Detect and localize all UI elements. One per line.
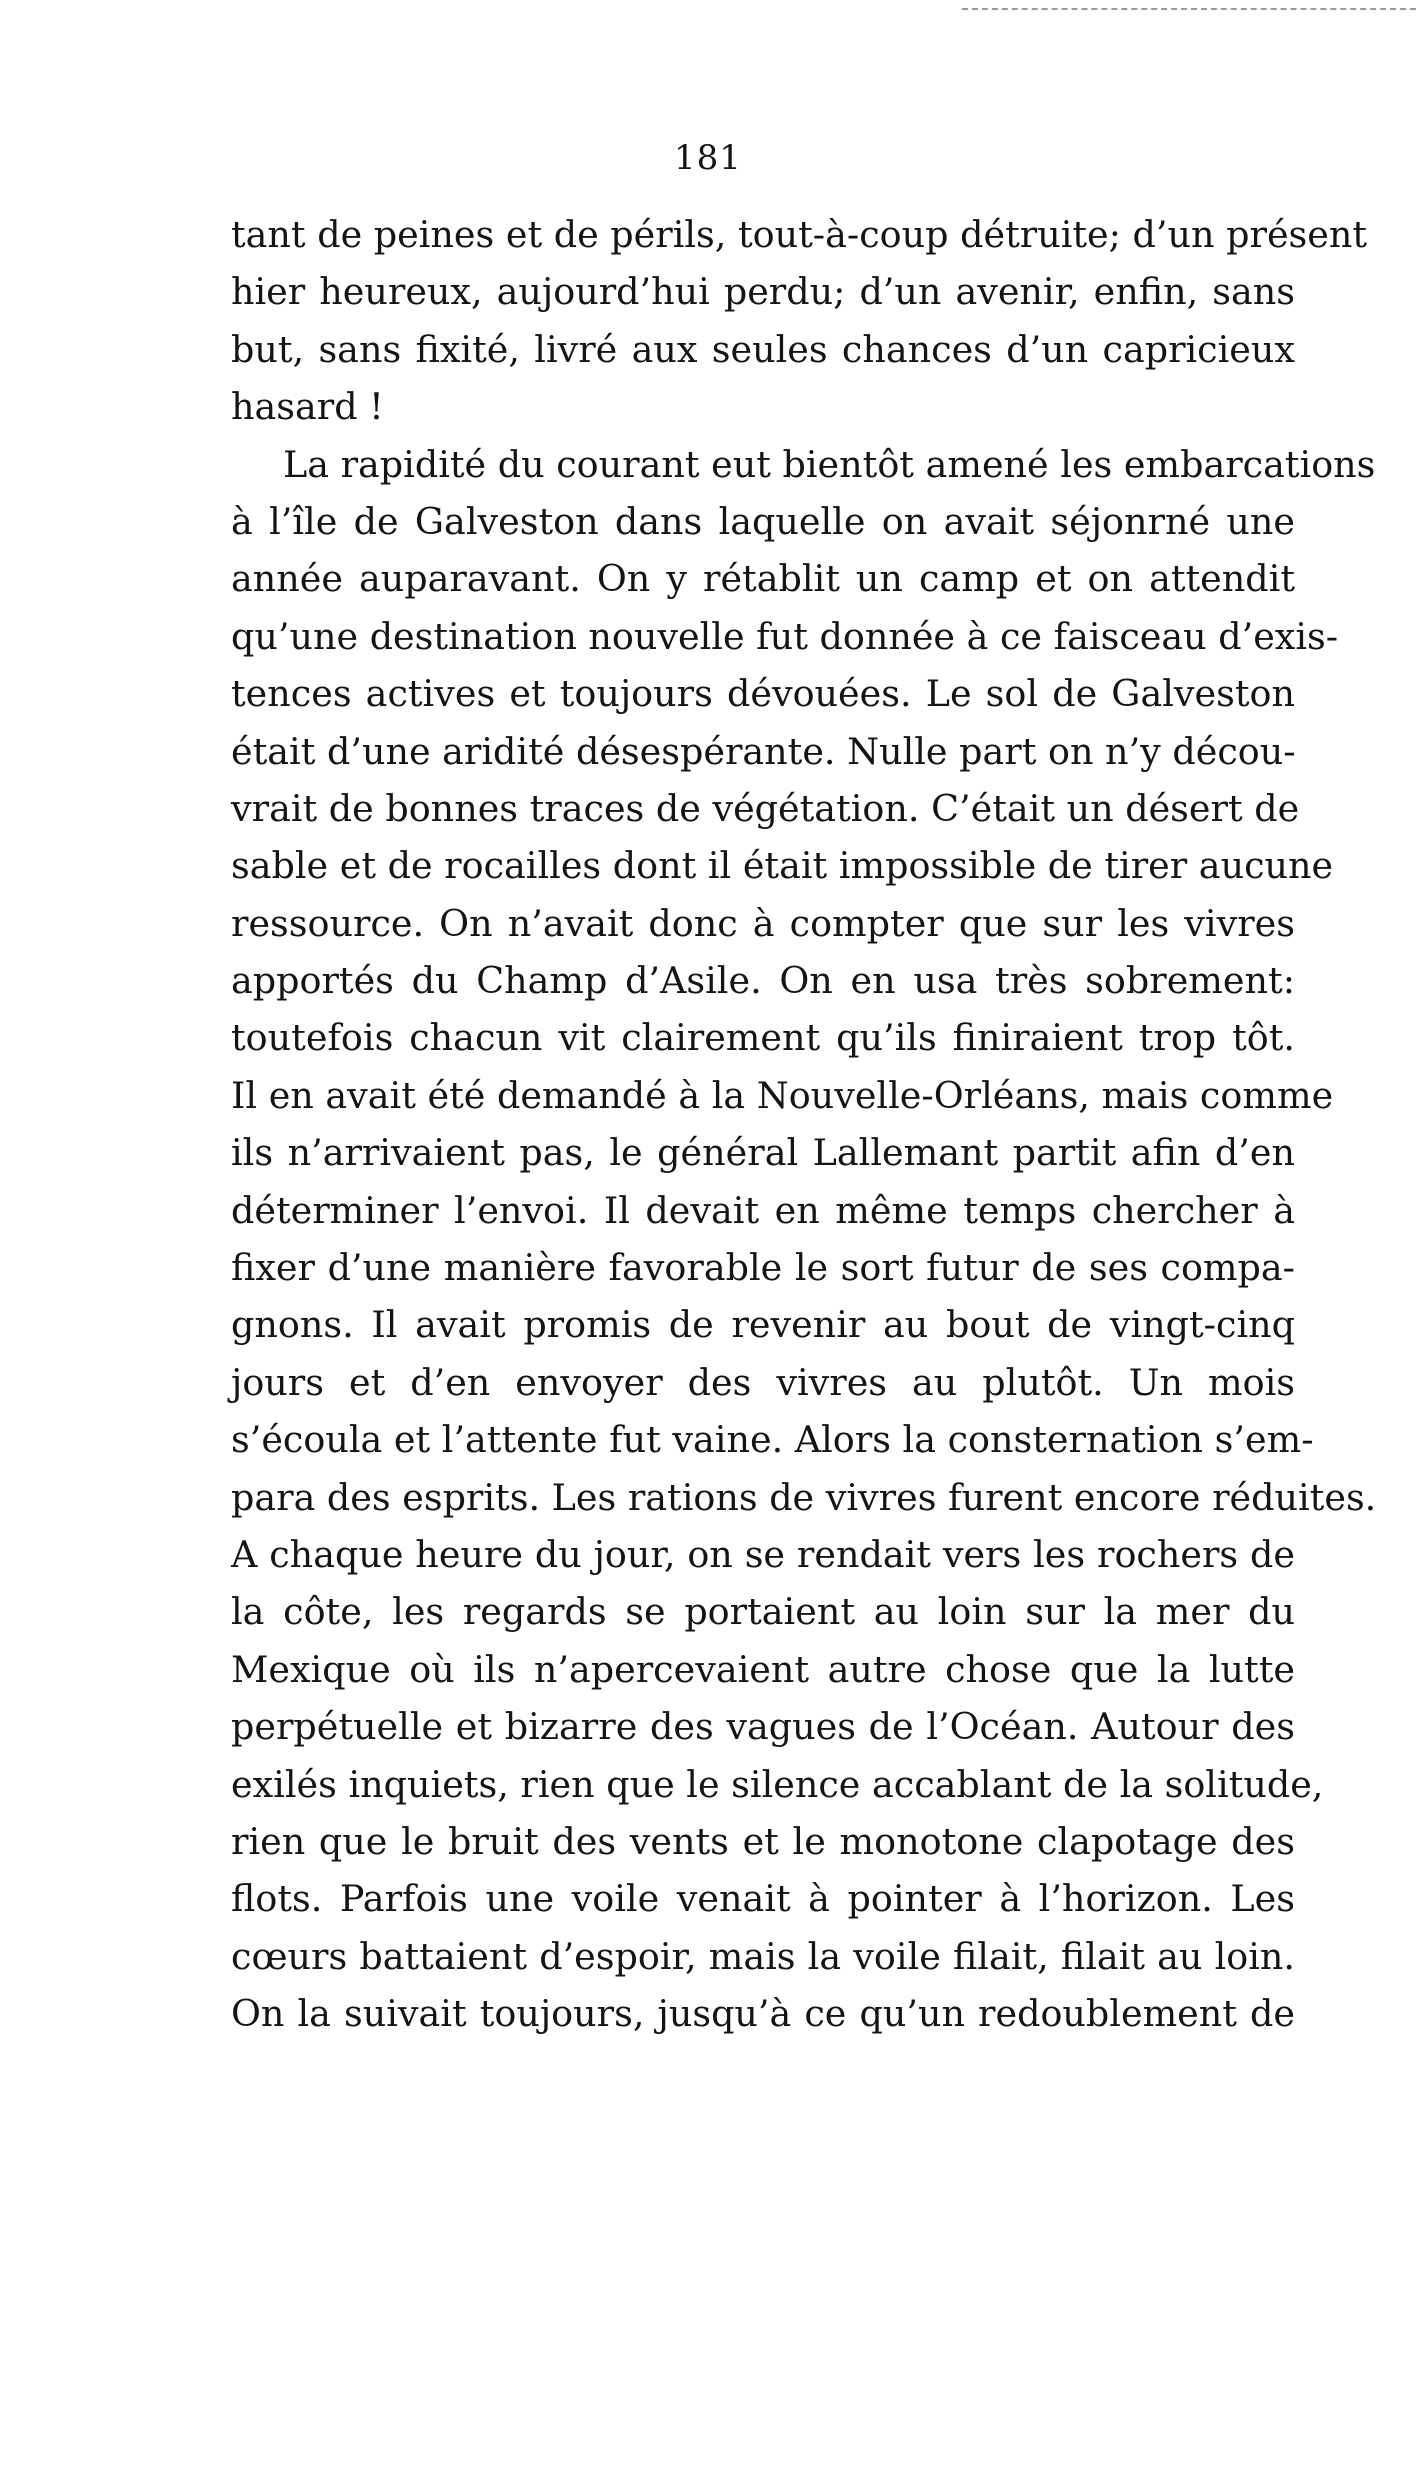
text-line: vrait de bonnes traces de végétation. C’était un désert de xyxy=(231,786,1300,830)
text-line: toutefois chacun vit clairement qu’ils finiraient trop tôt. xyxy=(231,1016,1295,1060)
text-line: tences actives et toujours dévouées. Le sol de Galveston xyxy=(231,672,1295,716)
text-line: On la suivait toujours, jusqu’à ce qu’un redoublement de xyxy=(231,1992,1295,2036)
text-line: apportés du Champ d’Asile. On en usa très sobrement: xyxy=(231,959,1295,1003)
text-line: hasard ! xyxy=(231,385,384,429)
text-line: gnons. Il avait promis de revenir au bout de vingt-cinq xyxy=(231,1303,1295,1347)
text-line: A chaque heure du jour, on se rendait vers les rochers de xyxy=(231,1532,1295,1576)
text-line: à l’île de Galveston dans laquelle on avait séjonrné une xyxy=(231,499,1295,543)
text-line: ressource. On n’avait donc à compter que sur les vivres xyxy=(231,901,1295,945)
text-line: déterminer l’envoi. Il devait en même temps chercher à xyxy=(231,1188,1295,1232)
text-line: para des esprits. Les rations de vivres furent encore réduites. xyxy=(231,1475,1377,1519)
text-line: ils n’arrivaient pas, le général Lallemant partit afin d’en xyxy=(231,1131,1295,1175)
text-line: hier heureux, aujourd’hui perdu; d’un avenir, enfin, sans xyxy=(231,270,1295,314)
text-line: année auparavant. On y rétablit un camp et on attendit xyxy=(231,557,1295,601)
text-line: but, sans fixité, livré aux seules chances d’un capricieux xyxy=(231,327,1295,371)
text-line: flots. Parfois une voile venait à pointer à l’horizon. Les xyxy=(231,1877,1295,1921)
text-line: qu’une destination nouvelle fut donnée à ce faisceau d’exis- xyxy=(231,614,1339,658)
text-line: tant de peines et de périls, tout-à-coup détruite; d’un présent xyxy=(231,213,1368,256)
text-line: fixer d’une manière favorable le sort futur de ses compa- xyxy=(231,1246,1295,1290)
text-line: perpétuelle et bizarre des vagues de l’Océan. Autour des xyxy=(231,1705,1295,1749)
text-line: exilés inquiets, rien que le silence accablant de la solitude, xyxy=(231,1762,1324,1806)
page-number: 181 xyxy=(674,138,742,178)
text-line: la côte, les regards se portaient au loin sur la mer du xyxy=(231,1590,1295,1634)
text-line: sable et de rocailles dont il était impossible de tirer aucune xyxy=(231,844,1334,888)
text-line: Il en avait été demandé à la Nouvelle-Orléans, mais comme xyxy=(231,1073,1334,1117)
body-text xyxy=(231,206,1377,2043)
text-line: était d’une aridité désespérante. Nulle part on n’y décou- xyxy=(231,729,1296,773)
text-line: Mexique où ils n’apercevaient autre chose que la lutte xyxy=(231,1647,1295,1691)
text-line: rien que le bruit des vents et le monotone clapotage des xyxy=(231,1819,1295,1863)
text-line: jours et d’en envoyer des vivres au plutôt. Un mois xyxy=(231,1360,1295,1404)
text-line: cœurs battaient d’espoir, mais la voile filait, filait au loin. xyxy=(231,1934,1295,1978)
paragraph-start-line: La rapidité du courant eut bientôt amené les embarcations xyxy=(283,442,1376,486)
top-edge-rule xyxy=(962,8,1416,10)
text-line: s’écoula et l’attente fut vaine. Alors la consternation s’em- xyxy=(231,1418,1314,1462)
